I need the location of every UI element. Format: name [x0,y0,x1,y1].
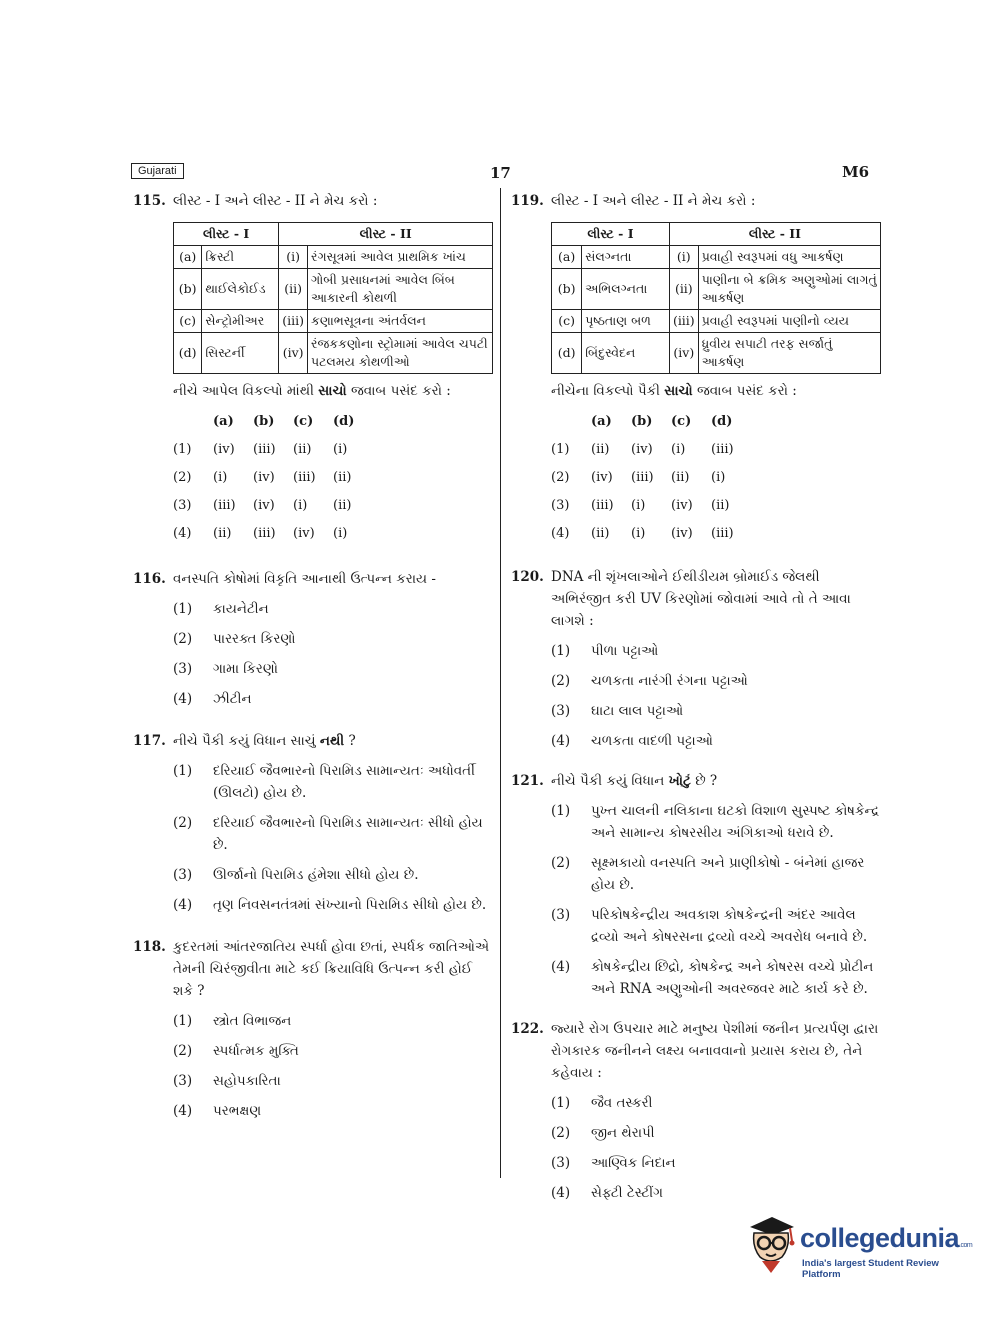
answer-col-a: (a) [213,414,234,429]
question-text: લીસ્ટ - I અને લીસ્ટ - II ને મેચ કરો : [551,193,756,209]
row-item: ક્રિસ્ટી [202,246,279,269]
collegedunia-logo[interactable] [742,1213,973,1280]
option[interactable]: (3) ઘાટા લાલ પટ્ટાઓ [551,703,684,719]
answer-col-b: (b) [253,414,275,429]
row-item: સિસ્ટર્ની [202,333,279,374]
option[interactable]: (3) આણ્વિક નિદાન [551,1155,676,1171]
right-column [511,190,881,1218]
question-text: લીસ્ટ - I અને લીસ્ટ - II ને મેચ કરો : [173,193,378,209]
question-number: 116. [133,571,166,587]
answer-choice[interactable]: (4) (ii) (i) (iv) (iii) [551,526,734,541]
option[interactable]: (1) પીળા પટ્ટાઓ [551,643,659,659]
answer-col-c: (c) [293,414,314,429]
brand-tagline: India's largest Student Review Platform [802,1258,939,1280]
question-text: કુદરતમાં આંતરજાતિય સ્પર્ધા હોવા છતાં, સ્પર્ધક જાતિઓએ તેમની ચિરંજીવીતા માટે કઈ ક્રિયાવિધિ ઉત્પન્ન કરી હોઈ શકે ? [173,939,490,999]
question-number: 122. [511,1021,544,1037]
option[interactable]: (3) સહોપકારિતા [173,1073,281,1089]
answer-choice[interactable]: (2) (iv) (iii) (ii) (i) [551,470,726,485]
paper-code: M6 [842,163,870,181]
answer-choice[interactable]: (1) (iv) (iii) (ii) (i) [173,442,348,457]
table-row [174,333,493,374]
option[interactable]: (2) જીન થેરાપી [551,1125,655,1141]
answer-choice[interactable]: (2) (i) (iv) (iii) (ii) [173,470,352,485]
left-column [133,190,493,1136]
option[interactable]: (4) ઝીટીન [173,691,252,707]
instruction: નીચેના વિકલ્પો પૈકી સાચો જવાબ પસંદ કરો : [551,383,797,399]
option[interactable]: (3) ઊર્જાનો પિરામિડ હંમેશા સીધો હોય છે. [173,867,419,883]
row-label: (d) [174,333,202,374]
page-number: 17 [490,164,511,182]
row-roman-label: (iii) [279,310,308,333]
table-row [174,310,493,333]
option[interactable]: (4) તૃણ નિવસનતંત્રમાં સંખ્યાનો પિરામિડ સીધો હોય છે. [173,897,487,913]
option[interactable]: (2) સ્પર્ધાત્મક મુક્તિ [173,1043,299,1059]
question-120 [511,566,881,752]
option[interactable]: (1) કાયનેટીન [173,601,269,617]
answer-col-d: (d) [333,414,355,429]
question-118 [133,936,493,1122]
option[interactable]: (1) સ્ત્રોત વિભાજન [173,1013,292,1029]
option[interactable]: (1) દરિયાઈ જૈવભારનો પિરામિડ સામાન્યતઃ અધોવર્તી (ઊલટો) હોય છે. [173,763,475,801]
option[interactable]: (2) પારરક્ત કિરણો [173,631,296,647]
brand-name: collegedunia.com [800,1223,973,1253]
answer-choice[interactable]: (3) (iii) (iv) (i) (ii) [173,498,352,513]
row-match-item: રંગસૂત્રમાં આવેલ પ્રાથમિક ખાંચ [308,246,493,269]
row-match-item: રંજકકણોના સ્ટ્રોમામાં આવેલ ચપટી પટલમય કોથળીઓ [308,333,493,374]
answer-grid: (a) (b) (c) (d) (1) (ii) (iv) (i) (iii) (2) (iv) (iii) (ii) (i) (3) (iii) (i) (iv) (ii) (4) (ii) (i) (iv) (iii) [551,408,751,548]
option[interactable]: (4) ચળકતા વાદળી પટ્ટાઓ [551,733,713,749]
row-roman-label: (ii) [279,269,308,310]
question-text: જ્યારે રોગ ઉપચાર માટે મનુષ્ય પેશીમાં જનીન પ્રત્યર્પણ દ્વારા રોગકારક જનીનને લક્ષ્ય બનાવવાનો પ્રયાસ કરાય છે, તેને કહેવાય : [551,1021,879,1081]
language-label: Gujarati [131,163,184,179]
question-number: 121. [511,773,544,789]
question-119 [511,190,881,548]
question-text: નીચે પૈકી કયું વિધાન ખોટું છે ? [551,773,718,789]
option[interactable]: (2) દરિયાઈ જૈવભારનો પિરામિડ સામાન્યતઃ સીધો હોય છે. [173,815,483,853]
option[interactable]: (1) જૈવ તસ્કરી [551,1095,653,1111]
option[interactable]: (1) પુખ્ત ચાલની નલિકાના ઘટકો વિશાળ સુસ્પષ્ટ કોષકેન્દ્ર અને સામાન્ય કોષરસીય અંગિકાઓ ધરાવે છે. [551,803,880,841]
table-row [174,269,493,310]
answer-choice[interactable]: (1) (ii) (iv) (i) (iii) [551,442,734,457]
table-header-list-1: લીસ્ટ - I [552,223,670,246]
table-row: (c) પૃષ્ઠતાણ બળ (iii) પ્રવાહી સ્વરૂપમાં પાણીનો વ્યય [552,310,881,333]
question-number: 120. [511,569,544,585]
match-table [173,222,493,374]
question-text: વનસ્પતિ કોષોમાં વિકૃતિ આનાથી ઉત્પન્ન કરાય - [173,571,436,587]
row-label: (c) [174,310,202,333]
option[interactable]: (4) કોષકેન્દ્રીય છિદ્રો, કોષકેન્દ્ર અને કોષરસ વચ્ચે પ્રોટીન અને RNA અણુઓની અવરજવર માટે કાર્ય કરે છે. [551,959,874,997]
row-label: (a) [174,246,202,269]
question-121 [511,770,881,1000]
row-roman-label: (i) [279,246,308,269]
row-item: સેન્ટ્રોમીઅર [202,310,279,333]
question-117 [133,730,493,916]
option[interactable]: (2) સૂક્ષ્મકાયો વનસ્પતિ અને પ્રાણીકોષો - બંનેમાં હાજર હોય છે. [551,855,865,893]
option[interactable]: (3) પરિકોષકેન્દ્રીય અવકાશ કોષકેન્દ્રની અંદર આવેલ દ્રવ્યો અને કોષરસના દ્રવ્યો વચ્ચે અવરોધ બનાવે છે. [551,907,868,945]
question-115 [133,190,493,548]
match-table [551,222,881,374]
question-122 [511,1018,881,1204]
table-row [174,246,493,269]
question-text: DNA ની શૃંખલાઓને ઈથીડીયમ બ્રોમાઈડ જેલથી અભિરંજીત કરી UV કિરણોમાં જોવામાં આવે તો તે આવા લાગશે : [551,569,851,629]
answer-choice[interactable]: (3) (iii) (i) (iv) (ii) [551,498,730,513]
table-header-list-2: લીસ્ટ - II [279,223,493,246]
table-row: (a) સંલગ્નતા (i) પ્રવાહી સ્વરૂપમાં વધુ આકર્ષણ [552,246,881,269]
row-label: (b) [174,269,202,310]
question-text: નીચે પૈકી કયું વિધાન સાચું નથી ? [173,733,356,749]
row-item: થાઈલેકોઈડ [202,269,279,310]
table-row: (d) બિંદુસ્વેદન (iv) ધ્રુવીય સપાટી તરફ સર્જાતું આકર્ષણ [552,333,881,374]
option[interactable]: (4) સેફ્ટી ટેસ્ટીંગ [551,1185,664,1201]
mascot-icon [742,1213,800,1278]
table-header-list-1: લીસ્ટ - I [174,223,279,246]
column-divider [500,188,501,1178]
row-match-item: કણાભસૂત્રના અંતર્વલન [308,310,493,333]
row-match-item: ગોબી પ્રસાધનમાં આવેલ બિંબ આકારની કોથળી [308,269,493,310]
table-row: (b) અભિલગ્નતા (ii) પાણીના બે ક્રમિક અણુઓમાં લાગતું આકર્ષણ [552,269,881,310]
instruction: નીચે આપેલ વિકલ્પો માંથી સાચો જવાબ પસંદ કરો : [173,383,451,399]
table-header-list-2: લીસ્ટ - II [669,223,880,246]
question-number: 115. [133,193,166,209]
question-116 [133,568,493,710]
option[interactable]: (4) પરભક્ષણ [173,1103,262,1119]
answer-choice[interactable]: (4) (ii) (iii) (iv) (i) [173,526,348,541]
question-number: 117. [133,733,166,749]
row-roman-label: (iv) [279,333,308,374]
option[interactable]: (3) ગામા કિરણો [173,661,279,677]
question-number: 119. [511,193,544,209]
answer-grid [173,408,373,548]
option[interactable]: (2) ચળકતા નારંગી રંગના પટ્ટાઓ [551,673,748,689]
question-number: 118. [133,939,166,955]
